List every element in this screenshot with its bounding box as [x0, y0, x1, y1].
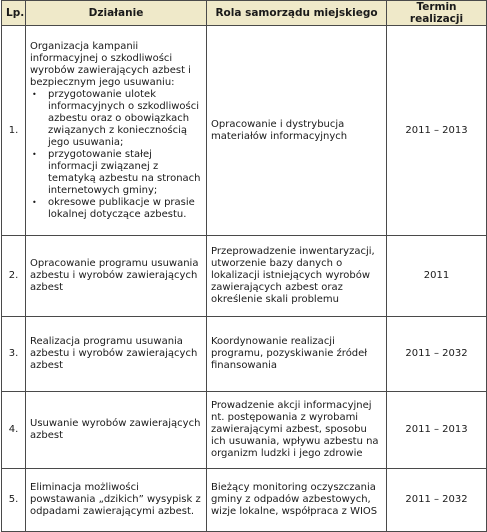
header-termin: Termin realizacji	[387, 1, 487, 26]
actions-table	[1, 0, 487, 532]
cell-termin: 2011 – 2032	[387, 469, 487, 532]
table-header-row	[2, 1, 487, 26]
cell-rola: Bieżący monitoring oczyszczania gminy z odpadów azbestowych, wizje lokalne, współpraca z WIOS	[207, 469, 387, 532]
table-row	[2, 392, 487, 469]
dzialanie-bullet-list	[30, 89, 202, 221]
header-lp: Lp.	[2, 1, 26, 26]
cell-termin: 2011 – 2013	[387, 392, 487, 469]
cell-lp: 3.	[2, 317, 26, 392]
table-row	[2, 317, 487, 392]
cell-termin: 2011 – 2032	[387, 317, 487, 392]
bullet-item: • przygotowanie stałej informacji związanej z tematyką azbestu na stronach internetowych gminy;	[46, 149, 202, 197]
cell-dzialanie: Eliminacja możliwości powstawania „dzikich” wysypisk z odpadami zawierającymi azbest.	[26, 469, 207, 532]
cell-lp: 1.	[2, 26, 26, 236]
cell-lp: 2.	[2, 236, 26, 317]
cell-dzialanie: Opracowanie programu usuwania azbestu i wyrobów zawierających azbest	[26, 236, 207, 317]
cell-dzialanie: Usuwanie wyrobów zawierających azbest	[26, 392, 207, 469]
header-rola: Rola samorządu miejskiego	[207, 1, 387, 26]
cell-termin: 2011 – 2013	[387, 26, 487, 236]
cell-termin: 2011	[387, 236, 487, 317]
bullet-item: • przygotowanie ulotek informacyjnych o szkodliwości azbestu oraz o obowiązkach związanych z koniecznością jego usuwania;	[46, 89, 202, 149]
table-row	[2, 236, 487, 317]
cell-lp: 4.	[2, 392, 26, 469]
table-row	[2, 26, 487, 236]
dzialanie-intro: Organizacja kampanii informacyjnej o szkodliwości wyrobów zawierających azbest i bezpiecznym jego usuwaniu:	[30, 40, 191, 88]
table-row	[2, 469, 487, 532]
cell-rola: Prowadzenie akcji informacyjnej nt. postępowania z wyrobami zawierającymi azbest, sposobu ich usuwania, wpływu azbestu na organizm ludzki i jego zdrowie	[207, 392, 387, 469]
cell-rola: Koordynowanie realizacji programu, pozyskiwanie źródeł finansowania	[207, 317, 387, 392]
cell-dzialanie: Realizacja programu usuwania azbestu i wyrobów zawierających azbest	[26, 317, 207, 392]
header-dzialanie: Działanie	[26, 1, 207, 26]
bullet-item: • okresowe publikacje w prasie lokalnej dotyczące azbestu.	[46, 197, 202, 221]
cell-rola: Przeprowadzenie inwentaryzacji, utworzenie bazy danych o lokalizacji istniejących wyrobów zawierających azbest oraz określenie skali problemu	[207, 236, 387, 317]
cell-dzialanie	[26, 26, 207, 236]
cell-lp: 5.	[2, 469, 26, 532]
cell-rola: Opracowanie i dystrybucja materiałów informacyjnych	[207, 26, 387, 236]
